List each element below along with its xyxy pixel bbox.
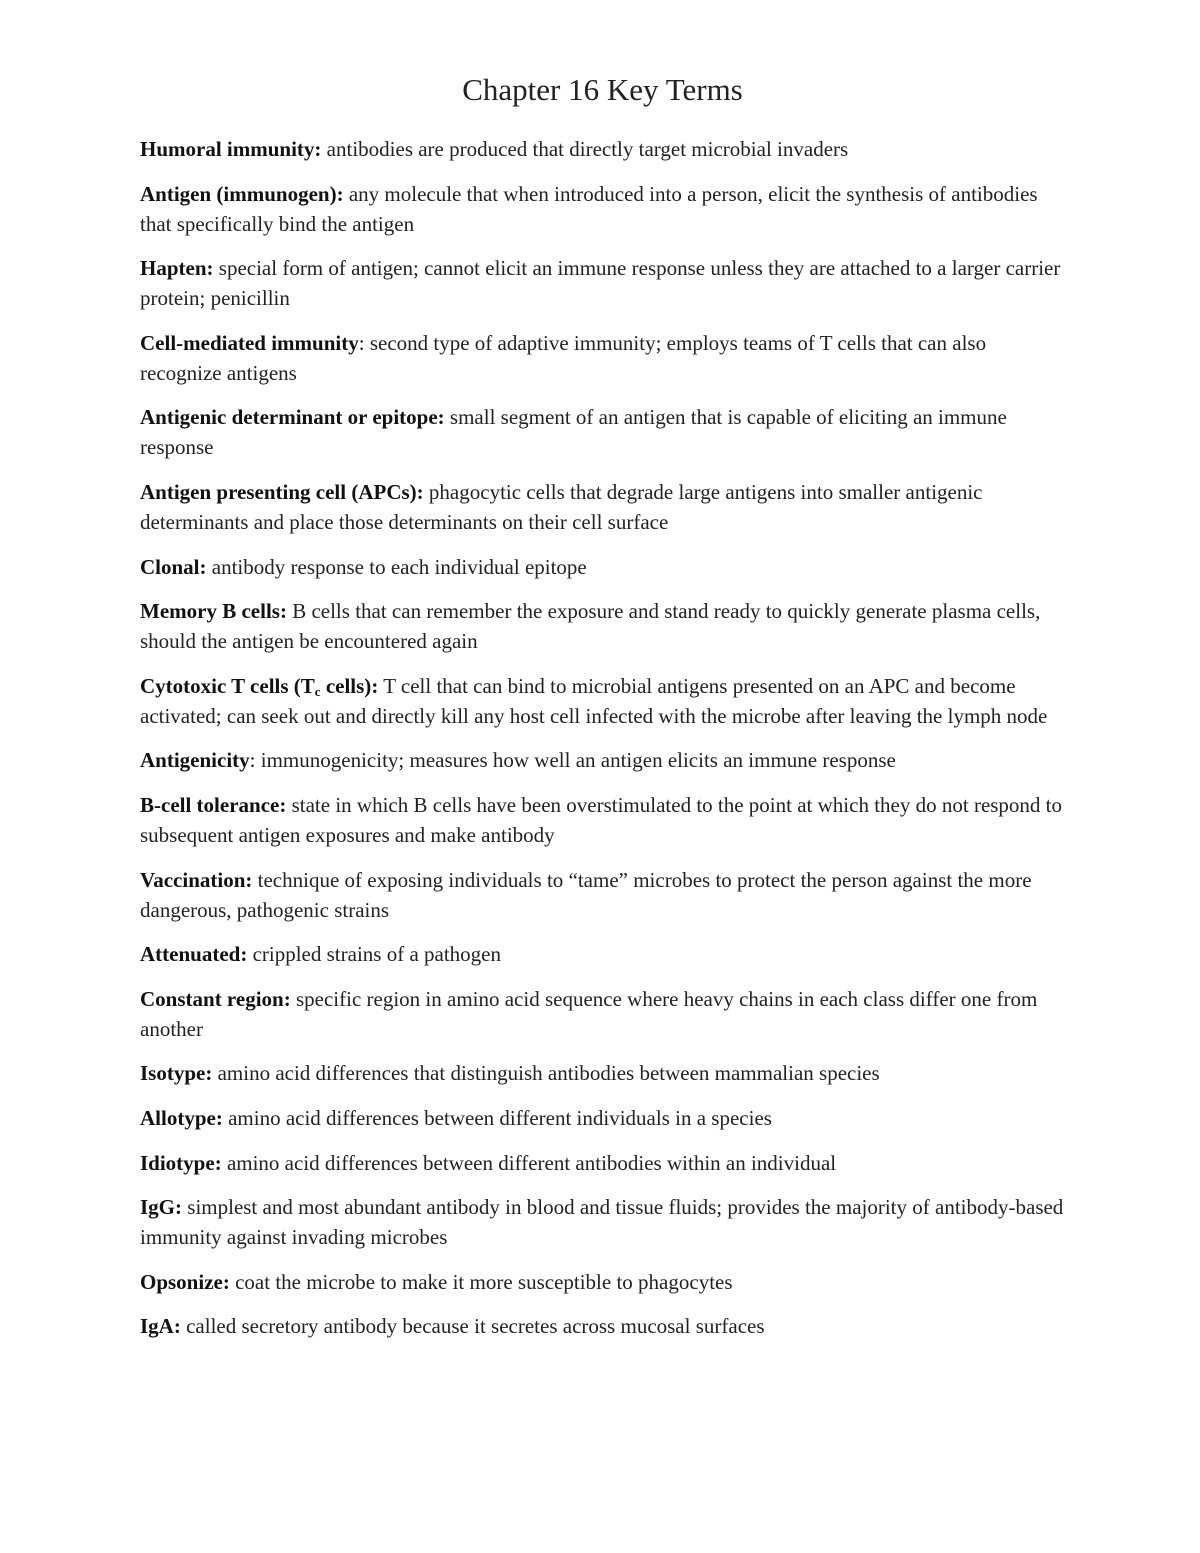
term-separator: :	[175, 1195, 183, 1220]
term-name	[140, 331, 359, 355]
term-definition: simplest and most abundant antibody in blood and tissue fluids; provides the majority of antibody-based immunity against invading microbes	[140, 1195, 1064, 1250]
term-separator: :	[416, 479, 424, 504]
term-name	[140, 555, 200, 579]
term-separator: :	[206, 256, 214, 281]
term-name	[140, 480, 417, 504]
term-entry	[140, 939, 1065, 969]
term-subscript: c	[314, 683, 321, 699]
term-definition: antibody response to each individual epitope	[211, 554, 587, 579]
term-separator: :	[336, 181, 344, 206]
term-name-text: Antigenic determinant or epitope	[140, 405, 438, 430]
term-name	[140, 674, 371, 698]
term-name	[140, 1151, 215, 1175]
term-name-text: Allotype	[140, 1105, 216, 1130]
term-separator: :	[214, 1150, 222, 1175]
term-definition: phagocytic cells that degrade large antigens into smaller antigenic determinants and place those determinants on their cell surface	[140, 479, 983, 534]
term-entry	[140, 1267, 1065, 1297]
term-definition: immunogenicity; measures how well an antigen elicits an immune response	[260, 748, 896, 773]
term-name	[140, 599, 280, 623]
term-name-text: Antigen presenting cell (APCs)	[140, 479, 417, 504]
term-name-text: Cytotoxic T cells (T	[140, 673, 315, 698]
term-definition: crippled strains of a pathogen	[252, 942, 501, 967]
term-name-text: Antigenicity	[140, 748, 250, 773]
term-name-text: Opsonize	[140, 1269, 223, 1294]
term-entry	[140, 984, 1065, 1044]
term-name	[140, 137, 314, 161]
term-definition: second type of adaptive immunity; employs teams of T cells that can also recognize antigens	[140, 330, 987, 385]
term-separator: :	[371, 673, 379, 698]
term-name-text: Constant region	[140, 986, 284, 1011]
term-definition: amino acid differences between different individuals in a species	[228, 1105, 772, 1130]
term-entry	[140, 477, 1065, 537]
term-entry	[140, 253, 1065, 313]
term-entry	[140, 745, 1065, 775]
term-separator: :	[437, 405, 445, 430]
term-name-text: IgA	[140, 1314, 174, 1339]
term-entry	[140, 790, 1065, 850]
term-separator: :	[215, 1105, 223, 1130]
term-entry	[140, 1058, 1065, 1088]
term-separator: :	[205, 1061, 213, 1086]
term-name	[140, 182, 337, 206]
term-separator: :	[283, 986, 291, 1011]
term-name-text: Humoral immunity	[140, 137, 315, 161]
term-name-text: Isotype	[140, 1061, 206, 1086]
term-name-text: Memory B cells	[140, 599, 280, 624]
term-entry	[140, 552, 1065, 582]
term-name	[140, 942, 240, 966]
term-entry	[140, 1192, 1065, 1252]
term-definition: T cell that can bind to microbial antigens presented on an APC and become activated; can seek out and directly kill any host cell infected with the microbe after leaving the lymph node	[140, 673, 1048, 728]
term-name-text: B-cell tolerance	[140, 792, 280, 817]
term-separator: :	[222, 1269, 230, 1294]
term-name	[140, 1314, 174, 1338]
term-name	[140, 1106, 216, 1130]
term-name	[140, 748, 250, 772]
term-separator: :	[240, 942, 248, 967]
term-name-suffix: cells)	[320, 673, 372, 698]
term-name-text: Clonal	[140, 554, 200, 579]
term-name-text: Hapten	[140, 256, 207, 281]
term-separator: :	[249, 748, 256, 773]
term-name	[140, 987, 284, 1011]
term-entry	[140, 179, 1065, 239]
term-name-text: Cell-mediated immunity	[140, 330, 359, 355]
term-definition: technique of exposing individuals to “tame” microbes to protect the person against the more dangerous, pathogenic strains	[140, 867, 1032, 922]
term-definition: special form of antigen; cannot elicit an immune response unless they are attached to a larger carrier protein; penicillin	[140, 256, 1061, 311]
term-name	[140, 1061, 205, 1085]
term-name-text: IgG	[140, 1195, 176, 1220]
term-entry	[140, 402, 1065, 462]
term-separator: :	[199, 554, 207, 579]
term-name-text: Attenuated	[140, 942, 241, 967]
term-definition: specific region in amino acid sequence where heavy chains in each class differ one from another	[140, 986, 1038, 1041]
term-definition: any molecule that when introduced into a person, elicit the synthesis of antibodies that specifically bind the antigen	[140, 181, 1038, 236]
term-entry	[140, 865, 1065, 925]
term-name-text: Vaccination	[140, 867, 246, 892]
term-name-text: Idiotype	[140, 1150, 215, 1175]
term-name	[140, 868, 245, 892]
term-entry	[140, 1148, 1065, 1178]
term-definition: state in which B cells have been overstimulated to the point at which they do not respond to subsequent antigen exposures and make antibody	[140, 792, 1063, 847]
term-entry	[140, 1311, 1065, 1341]
document-page	[140, 68, 1065, 1356]
term-name-text: Antigen (immunogen)	[140, 181, 337, 206]
term-name	[140, 405, 438, 429]
term-separator: :	[314, 137, 322, 161]
term-definition: B cells that can remember the exposure and stand ready to quickly generate plasma cells, should the antigen be encountered again	[140, 599, 1041, 654]
term-separator: :	[358, 330, 365, 355]
term-entry	[140, 671, 1065, 731]
term-name	[140, 1195, 175, 1219]
term-entry	[140, 328, 1065, 388]
term-name	[140, 793, 279, 817]
term-name	[140, 1270, 223, 1294]
term-definition: coat the microbe to make it more susceptible to phagocytes	[235, 1269, 733, 1294]
term-separator: :	[279, 792, 287, 817]
term-definition: antibodies are produced that directly target microbial invaders	[326, 137, 849, 161]
term-entry	[140, 134, 1065, 164]
term-definition: amino acid differences between different antibodies within an individual	[226, 1150, 837, 1175]
term-entry	[140, 1103, 1065, 1133]
term-definition: amino acid differences that distinguish antibodies between mammalian species	[217, 1061, 880, 1086]
term-separator: :	[279, 599, 287, 624]
term-name	[140, 256, 207, 280]
term-definition: small segment of an antigen that is capable of eliciting an immune response	[140, 405, 1007, 460]
page-title: Chapter 16 Key Terms	[462, 72, 743, 107]
term-separator: :	[173, 1314, 181, 1339]
term-definition: called secretory antibody because it secretes across mucosal surfaces	[186, 1314, 765, 1339]
term-entry	[140, 596, 1065, 656]
key-terms-list	[140, 134, 1065, 1341]
term-separator: :	[245, 867, 253, 892]
